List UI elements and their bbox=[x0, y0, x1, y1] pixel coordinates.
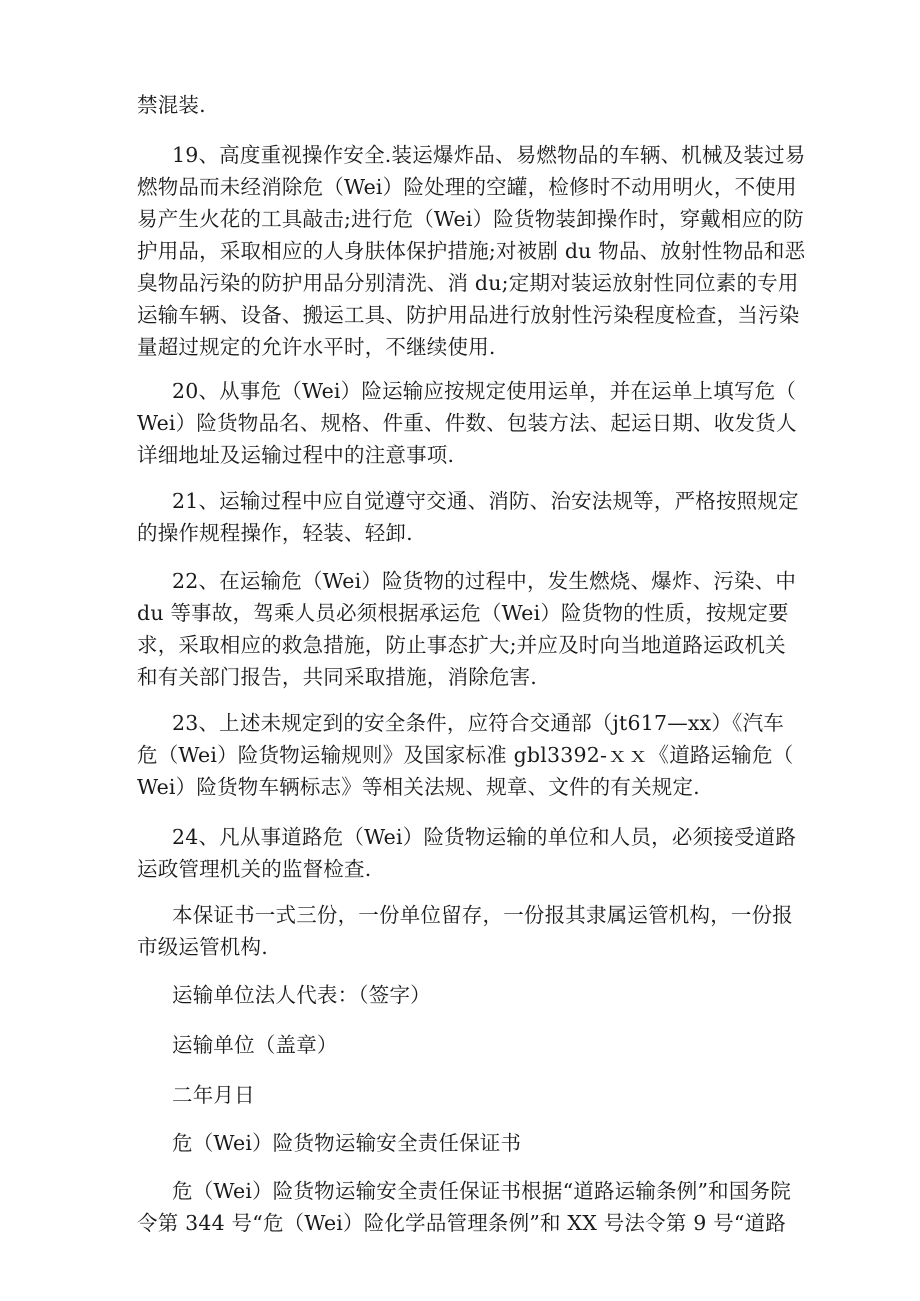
text-line: 详细地址及运输过程中的注意事项. bbox=[137, 443, 455, 467]
text-line: 本保证书一式三份，一份单位留存，一份报其隶属运管机构，一份报 bbox=[172, 903, 793, 927]
text-line: 运输车辆、设备、搬运工具、防护用品进行放射性污染程度检查，当污染 bbox=[137, 303, 800, 327]
text-line: du 等事故，驾乘人员必须根据承运危（Wei）险货物的性质，按规定要 bbox=[137, 601, 789, 625]
text-line: 求，采取相应的救急措施，防止事态扩大;并应及时向当地道路运政机关 bbox=[137, 633, 786, 657]
text-line: 危（Wei）险货物运输安全责任保证书根据“道路运输条例”和国务院 bbox=[172, 1179, 791, 1203]
text-line: 运政管理机关的监督检查. bbox=[137, 857, 372, 881]
text-line: 20、从事危（Wei）险运输应按规定使用运单，并在运单上填写危（ bbox=[172, 379, 797, 403]
text-line: 23、上述未规定到的安全条件，应符合交通部（jt617—xx）《汽车 bbox=[172, 711, 784, 735]
text-line: 的操作规程操作，轻装、轻卸. bbox=[137, 521, 413, 545]
text-line: 禁混装. bbox=[137, 93, 206, 117]
text-line: 量超过规定的允许水平时，不继续使用. bbox=[137, 335, 496, 359]
text-line: 运输单位（盖章） bbox=[172, 1033, 338, 1057]
text-line: 危（Wei）险货物运输安全责任保证书 bbox=[172, 1131, 522, 1155]
text-line: 护用品，采取相应的人身肤体保护措施;对被剧 du 物品、放射性物品和恶 bbox=[137, 239, 806, 263]
text-line: 易产生火花的工具敲击;进行危（Wei）险货物装卸操作时，穿戴相应的防 bbox=[137, 207, 804, 231]
text-line: 危（Wei）险货物运输规则》及国家标准 gbl3392-ｘｘ《道路运输危（ bbox=[137, 743, 794, 767]
text-line: 22、在运输危（Wei）险货物的过程中，发生燃烧、爆炸、污染、中 bbox=[172, 569, 797, 593]
text-line: Wei）险货物品名、规格、件重、件数、包装方法、起运日期、收发货人 bbox=[137, 411, 797, 435]
text-line: 臭物品污染的防护用品分别清洗、消 du;定期对装运放射性同位素的专用 bbox=[137, 271, 799, 295]
text-line: 令第 344 号“危（Wei）险化学品管理条例”和 XX 号法令第 9 号“道路 bbox=[137, 1211, 786, 1235]
text-line: 运输单位法人代表：（签字） bbox=[172, 983, 431, 1007]
text-line: 二年月日 bbox=[172, 1083, 255, 1107]
text-line: 24、凡从事道路危（Wei）险货物运输的单位和人员，必须接受道路 bbox=[172, 825, 797, 849]
text-line: Wei）险货物车辆标志》等相关法规、规章、文件的有关规定. bbox=[137, 775, 700, 799]
text-line: 燃物品而未经消除危（Wei）险处理的空罐，检修时不动用明火，不使用 bbox=[137, 175, 797, 199]
text-line: 市级运管机构. bbox=[137, 935, 268, 959]
text-line: 21、运输过程中应自觉遵守交通、消防、治安法规等，严格按照规定 bbox=[172, 489, 799, 513]
text-line: 和有关部门报告，共同采取措施，消除危害. bbox=[137, 665, 538, 689]
text-line: 19、高度重视操作安全.装运爆炸品、易燃物品的车辆、机械及装过易 bbox=[172, 143, 806, 167]
